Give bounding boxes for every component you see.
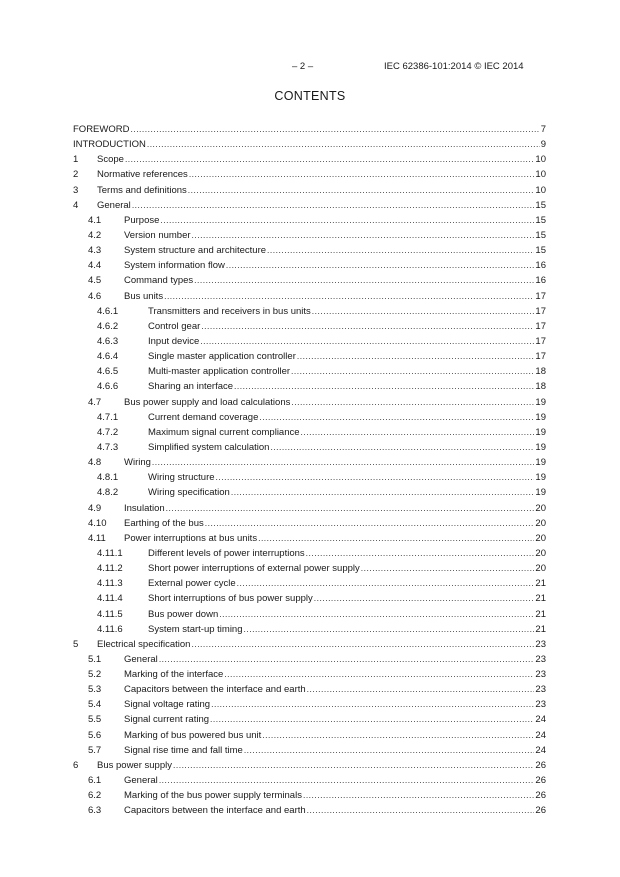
toc-entry[interactable]: [73, 137, 546, 152]
contents-title: CONTENTS: [274, 89, 346, 103]
toc-entry[interactable]: [73, 470, 546, 485]
toc-entry[interactable]: [73, 289, 546, 304]
toc-entry-title: Input device: [148, 335, 200, 347]
toc-entry-number: 4.11.6: [97, 623, 123, 635]
toc-entry[interactable]: [73, 319, 546, 334]
toc-entry-page: 24: [535, 714, 546, 726]
toc-entry-number: 4: [73, 199, 79, 211]
toc-entry-number: 4.11.3: [97, 578, 123, 590]
toc-entry-page: 7: [540, 124, 546, 135]
toc-entry-title: General: [124, 775, 158, 787]
toc-dot-leader: [166, 501, 535, 516]
document-reference: IEC 62386-101:2014 © IEC 2014: [384, 61, 524, 72]
toc-entry-page: 17: [535, 290, 546, 302]
toc-dot-leader: [267, 243, 534, 258]
toc-entry-title: Transmitters and receivers in bus units: [148, 305, 311, 317]
toc-entry[interactable]: [73, 531, 546, 546]
toc-entry-page: 19: [535, 457, 546, 469]
toc-entry-number: 5.1: [88, 653, 102, 665]
toc-entry-title: Bus power supply and load calculations: [124, 396, 291, 408]
toc-entry-number: 4.6.5: [97, 366, 119, 378]
toc-entry-page: 17: [535, 305, 546, 317]
toc-entry-title: Single master application controller: [148, 351, 296, 363]
toc-entry[interactable]: [73, 152, 546, 167]
toc-dot-leader: [192, 228, 535, 243]
toc-dot-leader: [188, 183, 535, 198]
toc-entry[interactable]: [73, 803, 546, 818]
toc-entry-page: 26: [535, 805, 546, 817]
toc-dot-leader: [200, 334, 534, 349]
toc-dot-leader: [259, 410, 534, 425]
toc-entry-title: Capacitors between the interface and earth: [124, 684, 306, 696]
toc-entry-page: 23: [535, 638, 546, 650]
toc-dot-leader: [307, 682, 535, 697]
toc-entry-title: Control gear: [148, 320, 201, 332]
toc-entry[interactable]: [73, 243, 546, 258]
toc-entry[interactable]: [73, 183, 546, 198]
toc-entry-title: Wiring specification: [148, 487, 230, 499]
toc-entry-page: 23: [535, 669, 546, 681]
toc-entry-page: 15: [535, 199, 546, 211]
toc-entry-title: General: [124, 653, 158, 665]
toc-entry[interactable]: [73, 622, 546, 637]
toc-entry-title: Wiring: [124, 457, 151, 469]
toc-entry-title: External power cycle: [148, 578, 236, 590]
page-number: – 2 –: [292, 61, 314, 72]
toc-entry-number: 4.3: [88, 245, 102, 257]
toc-entry-number: 4.11.4: [97, 593, 123, 605]
toc-entry-number: 5: [73, 638, 79, 650]
toc-entry-title: Earthing of the bus: [124, 517, 204, 529]
toc-entry[interactable]: [73, 591, 546, 606]
toc-entry-title: Short interruptions of bus power supply: [148, 593, 313, 605]
toc-dot-leader: [132, 198, 535, 213]
toc-dot-leader: [234, 379, 534, 394]
toc-entry-number: 4.10: [88, 517, 107, 529]
toc-entry-number: 5.3: [88, 684, 102, 696]
toc-dot-leader: [159, 773, 535, 788]
toc-entry-page: 10: [535, 169, 546, 181]
toc-entry-title: INTRODUCTION: [73, 139, 146, 151]
toc-entry[interactable]: [73, 455, 546, 470]
toc-entry-title: Bus units: [124, 290, 164, 302]
toc-entry-title: Bus power down: [148, 608, 219, 620]
toc-entry-number: 4.8.1: [97, 472, 119, 484]
toc-entry-page: 15: [535, 229, 546, 241]
toc-entry[interactable]: [73, 425, 546, 440]
toc-entry-title: Terms and definitions: [97, 184, 187, 196]
toc-entry[interactable]: [73, 213, 546, 228]
toc-entry-page: 20: [535, 547, 546, 559]
toc-entry-page: 24: [535, 744, 546, 756]
toc-dot-leader: [312, 304, 535, 319]
toc-entry-title: FOREWORD: [73, 124, 130, 135]
toc-entry-number: 4.6.2: [97, 320, 119, 332]
toc-entry[interactable]: [73, 364, 546, 379]
toc-entry-title: Current demand coverage: [148, 411, 259, 423]
toc-entry-title: Normative references: [97, 169, 188, 181]
toc-entry-page: 9: [540, 139, 546, 151]
toc-dot-leader: [314, 591, 535, 606]
toc-entry-number: 4.6.4: [97, 351, 119, 363]
toc-entry-page: 23: [535, 684, 546, 696]
toc-entry-number: 4.11.2: [97, 563, 123, 575]
toc-entry-number: 4.7.1: [97, 411, 119, 423]
toc-entry-page: 19: [535, 472, 546, 484]
toc-entry-title: Purpose: [124, 214, 160, 226]
toc-entry-number: 4.8.2: [97, 487, 119, 499]
toc-entry-page: 20: [535, 532, 546, 544]
toc-entry-title: Signal rise time and fall time: [124, 744, 243, 756]
toc-dot-leader: [291, 395, 534, 410]
toc-entry-page: 17: [535, 320, 546, 332]
toc-entry-number: 4.11.1: [97, 547, 123, 559]
toc-dot-leader: [219, 607, 534, 622]
toc-dot-leader: [301, 425, 535, 440]
toc-entry-page: 16: [535, 260, 546, 272]
toc-entry[interactable]: [73, 652, 546, 667]
toc-dot-leader: [205, 516, 535, 531]
toc-dot-leader: [226, 258, 535, 273]
toc-dot-leader: [159, 652, 535, 667]
toc-entry-title: General: [97, 199, 131, 211]
toc-entry-page: 19: [535, 396, 546, 408]
toc-entry-number: 6.1: [88, 775, 102, 787]
toc-entry-title: Signal voltage rating: [124, 699, 211, 711]
toc-dot-leader: [160, 213, 534, 228]
toc-dot-leader: [244, 743, 535, 758]
toc-dot-leader: [191, 637, 534, 652]
toc-entry-title: Multi-master application controller: [148, 366, 291, 378]
toc-entry-page: 15: [535, 245, 546, 257]
toc-entry-page: 15: [535, 214, 546, 226]
toc-entry-title: System information flow: [124, 260, 225, 272]
toc-dot-leader: [307, 803, 535, 818]
toc-entry-title: Version number: [124, 229, 191, 241]
toc-entry-title: Marking of bus powered bus unit: [124, 729, 262, 741]
toc-dot-leader: [210, 712, 534, 727]
toc-entry-title: Insulation: [124, 502, 165, 514]
toc-entry-title: Marking of the bus power supply terminals: [124, 790, 302, 802]
toc-entry-number: 4.6.1: [97, 305, 119, 317]
toc-entry[interactable]: [73, 501, 546, 516]
toc-entry-number: 2: [73, 169, 79, 181]
toc-entry-number: 1: [73, 154, 79, 166]
toc-entry-number: 6.2: [88, 790, 102, 802]
toc-dot-leader: [224, 667, 534, 682]
toc-entry-title: Marking of the interface: [124, 669, 224, 681]
toc-entry-number: 4.7.2: [97, 426, 119, 438]
toc-entry[interactable]: [73, 334, 546, 349]
toc-entry[interactable]: [73, 228, 546, 243]
toc-entry-title: Electrical specification: [97, 638, 191, 650]
toc-dot-leader: [237, 576, 535, 591]
toc-entry-title: Signal current rating: [124, 714, 210, 726]
toc-dot-leader: [173, 758, 534, 773]
toc-entry[interactable]: [73, 576, 546, 591]
toc-entry[interactable]: [73, 410, 546, 425]
toc-entry-title: Simplified system calculation: [148, 441, 270, 453]
toc-entry-number: 5.7: [88, 744, 102, 756]
toc-dot-leader: [291, 364, 534, 379]
toc-entry[interactable]: [73, 697, 546, 712]
toc-dot-leader: [270, 440, 534, 455]
toc-entry-number: 5.6: [88, 729, 102, 741]
toc-entry-page: 10: [535, 154, 546, 166]
toc-entry-number: 4.9: [88, 502, 102, 514]
toc-entry-title: Sharing an interface: [148, 381, 234, 393]
toc-entry[interactable]: [73, 682, 546, 697]
toc-entry[interactable]: [73, 607, 546, 622]
table-of-contents: [73, 122, 546, 818]
toc-entry[interactable]: [73, 379, 546, 394]
toc-entry-page: 26: [535, 790, 546, 802]
toc-dot-leader: [258, 531, 534, 546]
toc-entry-number: 5.5: [88, 714, 102, 726]
toc-entry[interactable]: [73, 273, 546, 288]
toc-entry-title: Short power interruptions of external power supply: [148, 563, 360, 575]
toc-entry-title: Power interruptions at bus units: [124, 532, 258, 544]
toc-entry-page: 20: [535, 563, 546, 575]
toc-entry-number: 4.2: [88, 229, 102, 241]
toc-entry-title: System start-up timing: [148, 623, 243, 635]
toc-dot-leader: [201, 319, 534, 334]
toc-entry[interactable]: [73, 728, 546, 743]
toc-dot-leader: [216, 470, 535, 485]
toc-entry[interactable]: [73, 485, 546, 500]
toc-entry[interactable]: [73, 395, 546, 410]
toc-entry-number: 4.11.5: [97, 608, 123, 620]
toc-entry-title: Bus power supply: [97, 759, 172, 771]
toc-entry-number: 4.6: [88, 290, 102, 302]
toc-entry-title: System structure and architecture: [124, 245, 267, 257]
toc-entry-page: 19: [535, 411, 546, 423]
toc-entry-title: Wiring structure: [148, 472, 215, 484]
toc-entry-number: 4.4: [88, 260, 102, 272]
toc-entry-title: Scope: [97, 154, 124, 166]
toc-entry-title: Different levels of power interruptions: [148, 547, 305, 559]
toc-dot-leader: [152, 455, 535, 470]
toc-entry-number: 5.4: [88, 699, 102, 711]
toc-entry-page: 20: [535, 517, 546, 529]
toc-entry-number: 4.7: [88, 396, 102, 408]
toc-dot-leader: [189, 167, 535, 182]
toc-entry-title: Maximum signal current compliance: [148, 426, 300, 438]
toc-dot-leader: [130, 122, 539, 137]
toc-entry-number: 5.2: [88, 669, 102, 681]
toc-dot-leader: [194, 273, 534, 288]
toc-entry-page: 19: [535, 426, 546, 438]
toc-entry-page: 21: [535, 578, 546, 590]
toc-entry[interactable]: [73, 743, 546, 758]
toc-entry-page: 17: [535, 335, 546, 347]
toc-entry-page: 24: [535, 729, 546, 741]
toc-entry-page: 23: [535, 699, 546, 711]
toc-entry[interactable]: [73, 304, 546, 319]
toc-entry-number: 4.5: [88, 275, 102, 287]
toc-entry-page: 26: [535, 775, 546, 787]
toc-entry-number: 4.11: [88, 532, 106, 544]
toc-entry[interactable]: [73, 712, 546, 727]
toc-entry[interactable]: [73, 258, 546, 273]
toc-entry[interactable]: [73, 667, 546, 682]
toc-entry-number: 4.6.3: [97, 335, 119, 347]
toc-dot-leader: [125, 152, 534, 167]
toc-dot-leader: [262, 728, 534, 743]
toc-entry[interactable]: [73, 758, 546, 773]
toc-dot-leader: [361, 561, 535, 576]
toc-entry[interactable]: [73, 516, 546, 531]
toc-entry-page: 19: [535, 441, 546, 453]
toc-entry-number: 6.3: [88, 805, 102, 817]
toc-entry-number: 4.8: [88, 457, 102, 469]
toc-entry-page: 20: [535, 502, 546, 514]
toc-entry-number: 6: [73, 759, 79, 771]
toc-entry[interactable]: [73, 349, 546, 364]
toc-entry-number: 4.1: [88, 214, 102, 226]
toc-entry-title: Capacitors between the interface and earth: [124, 805, 306, 817]
toc-entry[interactable]: [73, 167, 546, 182]
toc-entry[interactable]: [73, 440, 546, 455]
toc-entry[interactable]: [73, 773, 546, 788]
toc-dot-leader: [164, 289, 534, 304]
toc-entry-page: 18: [535, 366, 546, 378]
toc-entry[interactable]: [73, 198, 546, 213]
toc-entry[interactable]: [73, 561, 546, 576]
toc-entry-page: 17: [535, 351, 546, 363]
toc-dot-leader: [211, 697, 534, 712]
toc-entry-page: 21: [535, 623, 546, 635]
toc-entry-page: 21: [535, 593, 546, 605]
toc-entry-page: 23: [535, 653, 546, 665]
toc-entry-page: 21: [535, 608, 546, 620]
toc-entry-page: 10: [535, 184, 546, 196]
toc-entry[interactable]: [73, 122, 546, 137]
toc-dot-leader: [244, 622, 535, 637]
toc-entry-number: 3: [73, 184, 79, 196]
toc-dot-leader: [297, 349, 535, 364]
toc-dot-leader: [147, 137, 540, 152]
toc-entry-page: 18: [535, 381, 546, 393]
toc-entry-title: Command types: [124, 275, 194, 287]
toc-dot-leader: [231, 485, 535, 500]
toc-entry-page: 26: [535, 759, 546, 771]
toc-dot-leader: [303, 788, 534, 803]
toc-entry-number: 4.7.3: [97, 441, 119, 453]
toc-entry[interactable]: [73, 788, 546, 803]
toc-entry[interactable]: [73, 637, 546, 652]
toc-entry-number: 4.6.6: [97, 381, 119, 393]
toc-entry-page: 16: [535, 275, 546, 287]
toc-dot-leader: [306, 546, 535, 561]
toc-entry-page: 19: [535, 487, 546, 499]
toc-entry[interactable]: [73, 546, 546, 561]
